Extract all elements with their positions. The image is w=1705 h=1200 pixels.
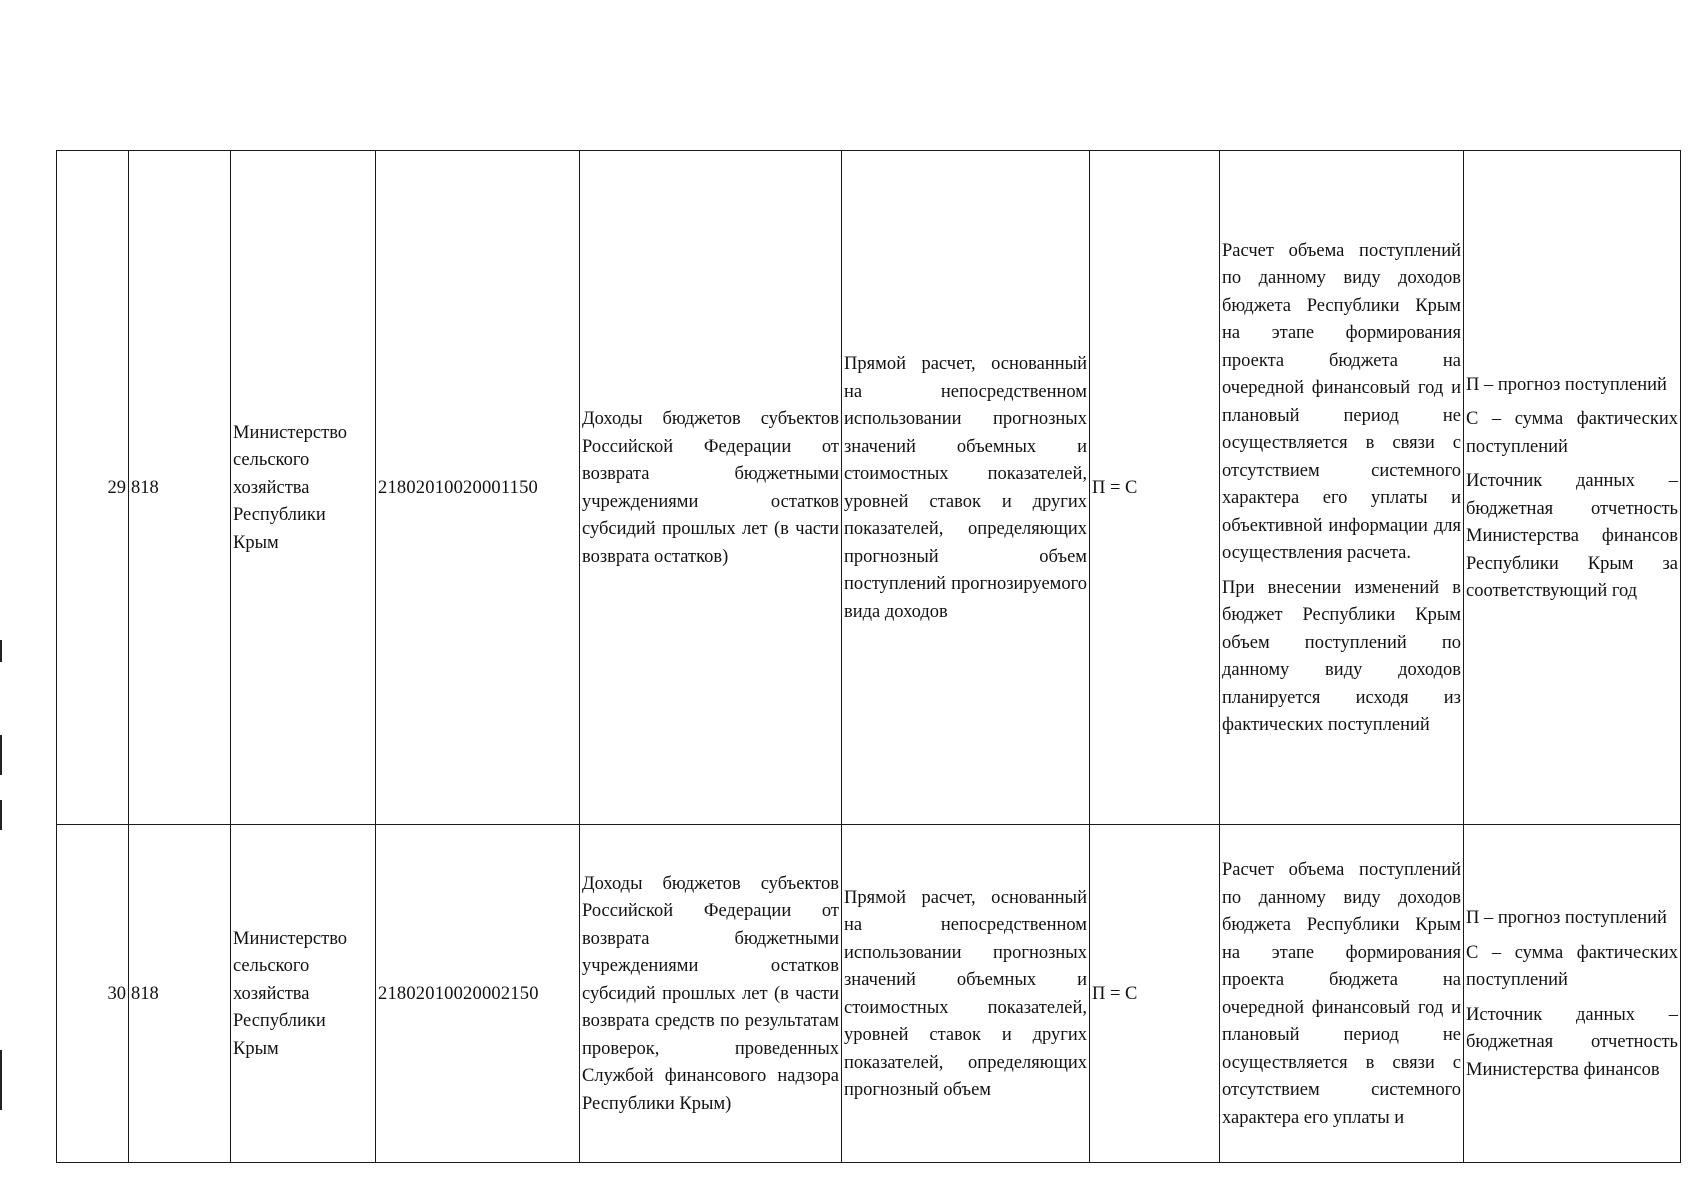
budget-classification-code: 21802010020002150 bbox=[376, 825, 580, 1163]
parameter-item: С – сумма фактических поступлений bbox=[1466, 942, 1678, 990]
parameter-item: Источник данных – бюджетная отчетность Министерства финансов Республики Крым за соответствующий год bbox=[1466, 471, 1678, 601]
parameter-item: П – прогноз поступлений bbox=[1466, 908, 1667, 928]
row-number: 30 bbox=[57, 825, 129, 1163]
scan-artifact bbox=[0, 1050, 2, 1110]
row-number: 29 bbox=[57, 151, 129, 825]
table-row bbox=[57, 151, 1681, 825]
scan-artifact bbox=[0, 800, 2, 830]
parameter-item: С – сумма фактических поступлений bbox=[1466, 409, 1678, 457]
ministry-name: Министерство сельского хозяйства Республики Крым bbox=[231, 825, 376, 1163]
forecast-method: Прямой расчет, основанный на непосредственном использовании прогнозных значений объемных и стоимостных показателей, уровней ставок и других показателей, определяющих прогнозный объем поступлений прогнозируемого вида доходов bbox=[842, 151, 1090, 825]
algorithm-paragraph: Расчет объема поступлений по данному виду доходов бюджета Республики Крым на этапе формирования проекта бюджета на очередной финансовый год и плановый период не осуществляется в связи с отсутствием системного характера его уплаты и bbox=[1222, 860, 1461, 1128]
algorithm-paragraph: При внесении изменений в бюджет Республики Крым объем поступлений по данному виду доходов планируется исходя из фактических поступлений bbox=[1222, 577, 1461, 735]
budget-classification-code: 21802010020001150 bbox=[376, 151, 580, 825]
formula: П = С bbox=[1090, 151, 1220, 825]
revenue-forecast-table bbox=[56, 150, 1681, 1163]
parameter-item: Источник данных – бюджетная отчетность Министерства финансов bbox=[1466, 1004, 1678, 1080]
revenue-name: Доходы бюджетов субъектов Российской Федерации от возврата бюджетными учреждениями остатков субсидий прошлых лет (в части возврата остатков) bbox=[580, 151, 842, 825]
ministry-name: Министерство сельского хозяйства Республики Крым bbox=[231, 151, 376, 825]
parameter-item: П – прогноз поступлений bbox=[1466, 374, 1667, 395]
forecast-method: Прямой расчет, основанный на непосредственном использовании прогнозных значений объемных и стоимостных показателей, уровней ставок и других показателей, определяющих прогнозный объем bbox=[842, 825, 1090, 1163]
table-row bbox=[57, 825, 1681, 1163]
formula: П = С bbox=[1090, 825, 1220, 1163]
calculation-algorithm bbox=[1220, 151, 1464, 825]
revenue-name: Доходы бюджетов субъектов Российской Федерации от возврата бюджетными учреждениями остатков субсидий прошлых лет (в части возврата средств по результатам проверок, проведенных Службой финансового надзора Республики Крым) bbox=[580, 825, 842, 1163]
admin-code: 818 bbox=[129, 151, 231, 825]
admin-code: 818 bbox=[129, 825, 231, 1163]
scan-artifact bbox=[0, 735, 2, 775]
algorithm-paragraph: Расчет объема поступлений по данному виду доходов бюджета Республики Крым на этапе формирования проекта бюджета на очередной финансовый год и плановый период не осуществляется в связи с отсутствием системного характера его уплаты и объективной информации для осуществления расчета. bbox=[1222, 240, 1461, 563]
formula-parameters bbox=[1464, 151, 1681, 825]
scan-artifact bbox=[0, 640, 2, 662]
formula-parameters bbox=[1464, 825, 1681, 1163]
calculation-algorithm bbox=[1220, 825, 1464, 1163]
